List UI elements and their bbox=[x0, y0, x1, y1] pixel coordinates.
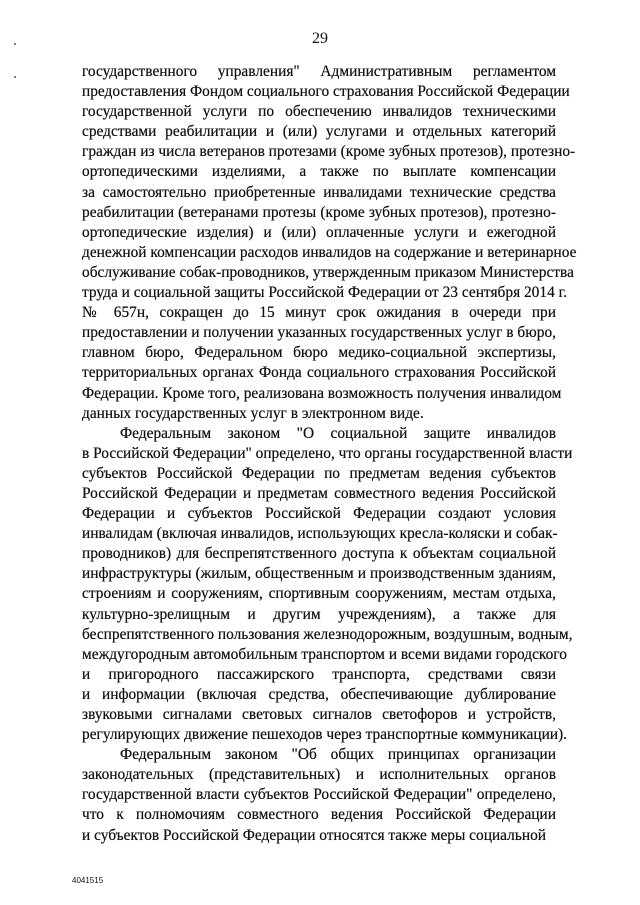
text-line: инвалидам (включая инвалидов, использующих кресла-коляски и собак- bbox=[82, 525, 558, 543]
text-line: за самостоятельно приобретенные инвалидами технические средства bbox=[82, 183, 556, 201]
text-line: реабилитации (ветеранами протезы (кроме зубных протезов), протезно- bbox=[82, 203, 556, 221]
text-line: предоставлении и получении указанных государственных услуг в бюро, bbox=[82, 324, 556, 342]
text-line: № 657н, сокращен до 15 минут срок ожидания в очереди при bbox=[82, 304, 556, 322]
text-line: граждан из числа ветеранов протезами (кроме зубных протезов), протезно- bbox=[82, 143, 576, 161]
text-line: Федеральным законом "О социальной защите инвалидов bbox=[120, 424, 556, 442]
text-line: государственной услуги по обеспечению инвалидов техническими bbox=[82, 103, 556, 121]
text-line: Федеральным законом "Об общих принципах организации bbox=[120, 746, 556, 764]
text-line: Федерации и субъектов Российской Федерации создают условия bbox=[82, 505, 556, 523]
paragraph bbox=[82, 424, 573, 746]
text-line: обслуживание собак-проводников, утвержденным приказом Министерства bbox=[82, 263, 574, 281]
text-line: и информации (включая средства, обеспечивающие дублирование bbox=[82, 685, 556, 703]
text-line: предоставления Фондом социального страхования Российской Федерации bbox=[82, 83, 570, 101]
text-line: главном бюро, Федеральном бюро медико-социальной экспертизы, bbox=[82, 344, 556, 362]
text-line: культурно-зрелищным и другим учреждениям), а также для bbox=[82, 605, 556, 623]
text-line: Федерации. Кроме того, реализована возможность получения инвалидом bbox=[82, 384, 562, 402]
text-line: государственного управления" Административным регламентом bbox=[82, 63, 556, 80]
text-line: междугородным автомобильным транспортом и всеми видами городского bbox=[82, 645, 567, 663]
text-line: средствами реабилитации и (или) услугами и отдельных категорий bbox=[82, 123, 556, 141]
text-line: и пригородного пассажирского транспорта, средствами связи bbox=[82, 665, 556, 683]
text-line: субъектов Российской Федерации по предметам ведения субъектов bbox=[82, 464, 556, 482]
text-line: проводников) для беспрепятственного доступа к объектам социальной bbox=[82, 545, 556, 563]
scan-speck bbox=[14, 76, 16, 78]
paragraph bbox=[82, 62, 577, 424]
paragraph bbox=[82, 745, 556, 845]
text-line: что к полномочиям совместного ведения Российской Федерации bbox=[82, 806, 556, 824]
text-line: инфраструктуры (жилым, общественным и производственным зданиям, bbox=[82, 565, 556, 583]
text-line: и субъектов Российской Федерации относятся также меры социальной bbox=[82, 826, 547, 844]
text-line: ортопедическими изделиями, а также по выплате компенсации bbox=[82, 163, 556, 181]
document-body bbox=[82, 62, 577, 846]
text-line: законодательных (представительных) и исполнительных органов bbox=[82, 766, 556, 784]
text-line: труда и социальной защиты Российской Федерации от 23 сентября 2014 г. bbox=[82, 284, 568, 302]
text-line: денежной компенсации расходов инвалидов на содержание и ветеринарное bbox=[82, 243, 577, 261]
text-line: государственной власти субъектов Российской Федерации" определено, bbox=[82, 786, 556, 804]
text-line: в Российской Федерации" определено, что органы государственной власти bbox=[82, 444, 573, 462]
text-line: звуковыми сигналами световых сигналов светофоров и устройств, bbox=[82, 706, 556, 723]
text-line: ортопедические изделия) и (или) оплаченные услуги и ежегодной bbox=[82, 223, 556, 241]
text-line: беспрепятственного пользования железнодорожным, воздушным, водным, bbox=[82, 625, 573, 643]
text-line: территориальных органах Фонда социального страхования Российской bbox=[82, 364, 556, 382]
page-number: 29 bbox=[312, 30, 328, 47]
footer-code: 4041515 bbox=[72, 876, 104, 885]
text-line: регулирующих движение пешеходов через транспортные коммуникации). bbox=[82, 726, 568, 744]
text-line: Российской Федерации и предметам совместного ведения Российской bbox=[82, 484, 556, 502]
text-line: данных государственных услуг в электронном виде. bbox=[82, 404, 424, 422]
text-line: строениям и сооружениям, спортивным сооружениям, местам отдыха, bbox=[82, 585, 556, 603]
